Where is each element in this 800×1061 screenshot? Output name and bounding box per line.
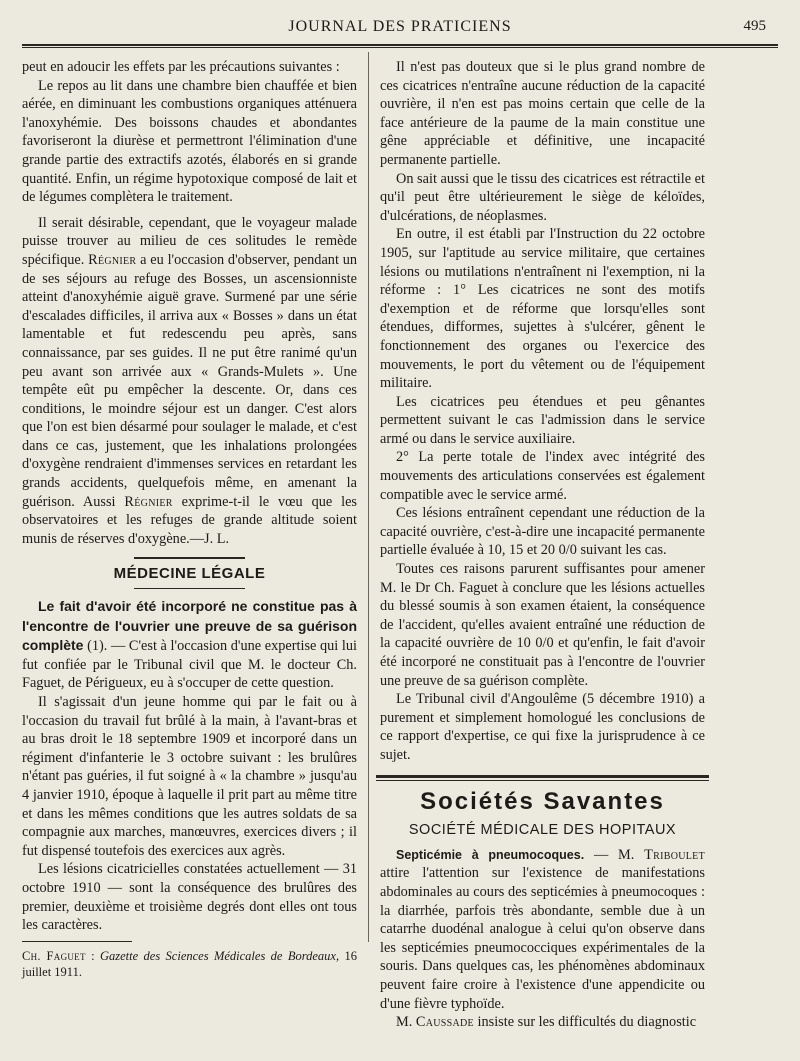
right-column	[380, 58, 705, 1032]
section-heading: MÉDECINE LÉGALE	[113, 565, 266, 583]
paragraph: 2° La perte totale de l'index avec intégrité des mouvements des articulations conservées est également compatible avec le service armé.	[380, 449, 705, 503]
paragraph: Septicémie à pneumocoques. — M. Triboulet attire l'attention sur l'existence de manifestations abdominales au cours des septicémies à pneumocoques : la diarrhée, parfois très abondante, semble due à un catarrhe duodénal analogue à celui qu'on observe dans les septicémies pneumococciques expérimentales de la souris. Dans quelques cas, les phénomènes abdominaux peuvent faire croire à l'existence d'une appendicite ou d'une fièvre typhoïde.	[380, 846, 705, 1012]
report-title: Septicémie à pneumocoques.	[396, 847, 585, 862]
author-name: Régnier	[88, 251, 137, 268]
header-rule-thin	[22, 47, 778, 48]
paragraph: Les lésions cicatricielles constatées actuellement — 31 octobre 1910 — sont la conséquence des brulûres des premier, deuxième et troisième degrés dont elles ont tous les caractères.	[22, 861, 357, 934]
running-head	[22, 18, 778, 40]
section-rule	[376, 775, 709, 778]
author-name: Régnier	[124, 493, 173, 510]
author-name: Triboulet	[644, 846, 705, 863]
paragraph: Il s'agissait d'un jeune homme qui par le fait ou à l'occasion du travail fut brûlé à la main, à l'avant-bras et au bras droit le 18 septembre 1909 et incorporé dans un régiment d'infanterie le 3 octobre suivant : les brulûres n'étant pas guéries, il fut soigné à « la chambre » jusqu'au 4 janvier 1910, époque à laquelle il prit part au même titre et dans les mêmes conditions que les autres soldats de sa compagnie aux marches, manœuvres, exercices divers ; il fut dispensé toutefois des exercices aux agrès.	[22, 694, 357, 859]
paragraph: Ces lésions entraînent cependant une réduction de la capacité ouvrière, c'est-à-dire une incapacité permanente partielle évaluée à 10, 15 et 20 0/0 suivant les cas.	[380, 505, 705, 559]
paragraph: Toutes ces raisons parurent suffisantes pour amener M. le Dr Ch. Faguet à conclure que les lésions actuelles du blessé soumis à son examen étaient, la conséquence de l'accident, qu'elles avaient entraîné une réduction de la capacité ouvrière de 10 0/0 et qu'enfin, le fait d'avoir été incorporé ne constituait pas à l'encontre de l'ouvrier une preuve de sa guérison complète.	[380, 561, 705, 689]
footnote-rule	[22, 941, 132, 942]
paragraph: En outre, il est établi par l'Instruction du 22 octobre 1905, sur l'aptitude au service militaire, que certaines lésions ou mutilations n'entraînent ni l'exemption, ni la réforme : 1° Les cicatrices ne sont des motifs d'exemption et de réforme que lorsqu'elles sont étendues, difformes, sujettes à s'ulcérer, gênent le fonctionnement des organes ou l'exercice des mouvements, le port du vêtement ou de l'équipement militaire.	[380, 226, 705, 392]
author-name: Caussade	[415, 1014, 474, 1031]
section-rule	[134, 588, 245, 589]
article-title: Le fait d'avoir été incorporé ne constitue pas à l'encontre de l'ouvrier une preuve de sa guérison complète	[22, 598, 357, 654]
paragraph: On sait aussi que le tissu des cicatrices est rétractile et qu'il peut être ultérieurement le siège de kéloïdes, d'ulcérations, de néoplasmes.	[380, 170, 705, 224]
paragraph: Il serait désirable, cependant, que le voyageur malade puisse trouver au milieu de ces solitudes le remède spécifique. Régnier a eu l'occasion d'observer, pendant un de ses séjours au refuge des Bosses, un ascensionniste atteint d'anoxyhémie aiguë grave. Surmené par une série d'escalades difficiles, il arriva aux « Bosses » dans un état lamentable et fut redescendu peu après, sans connaissance, par ses guides. Il ne put être ranimé qu'un peu avant son arrivée aux « Grands-Mulets ». Une tempête eût pu empêcher la descente. Or, dans ces conditions, le moindre séjour est un danger. C'est alors que l'on est bien désarmé pour soulager le malade, et c'est dans ce cas, justement, que les inhalations prolongées d'oxygène rendraient d'immenses services en retardant les grands accidents, quelquefois même, en amenant la guérison. Aussi Régnier exprime-t-il le vœu que les observatoires et les refuges de grande altitude soient munis de réserves d'oxygène.—J. L.	[22, 214, 357, 547]
paragraph: M. Caussade insiste sur les difficultés du diagnostic	[396, 1014, 697, 1031]
header-rule	[22, 44, 778, 46]
section-rule	[134, 557, 245, 559]
left-column	[22, 58, 357, 980]
journal-title: JOURNAL DES PRATICIENS	[288, 18, 512, 35]
paragraph: Il n'est pas douteux que si le plus grand nombre de ces cicatrices n'entraîne aucune réduction de la capacité ouvrière, il n'en est pas moins certain que celle de la face antérieure de la paume de la main constitue une gêne appréciable et définitive, une incapacité permanente partielle.	[380, 59, 705, 168]
paragraph: peut en adoucir les effets par les précautions suivantes :	[22, 59, 340, 75]
page-number: 495	[743, 18, 766, 34]
article-lead: Le fait d'avoir été incorporé ne constitue pas à l'encontre de l'ouvrier une preuve de sa guérison complète (1). — C'est à l'occasion d'une expertise qui lui fut confiée par le Tribunal civil que M. le docteur Ch. Faguet, de Périgueux, eu à s'occuper de cette question.	[22, 598, 357, 692]
paragraph: Le Tribunal civil d'Angoulême (5 décembre 1910) a purement et simplement homologué les conclusions de ce rapport d'expertise, ce qui fixe la jurisprudence à ce sujet.	[380, 691, 705, 763]
section-heading: Sociétés Savantes	[420, 787, 665, 815]
column-divider	[368, 52, 369, 942]
footnote: Ch. Faguet : Gazette des Sciences Médicales de Bordeaux, 16 juillet 1911.	[22, 948, 357, 979]
paragraph: Le repos au lit dans une chambre bien chauffée et bien aérée, en diminuant les combustions organiques atténuera l'anoxyhémie. Des boissons chaudes et abondantes favoriseront la diurèse et permettront l'élimination d'une grande partie des extractifs azotés, élaborés en si grande quantité. Enfin, un régime hypotoxique composé de lait et de légumes complètera le traitement.	[22, 77, 357, 206]
section-rule-thin	[376, 780, 709, 781]
paragraph: Les cicatrices peu étendues et peu gênantes permettent suivant le cas l'admission dans le service armé ou dans le service auxiliaire.	[380, 393, 705, 447]
society-heading: SOCIÉTÉ MÉDICALE DES HOPITAUX	[408, 822, 677, 839]
